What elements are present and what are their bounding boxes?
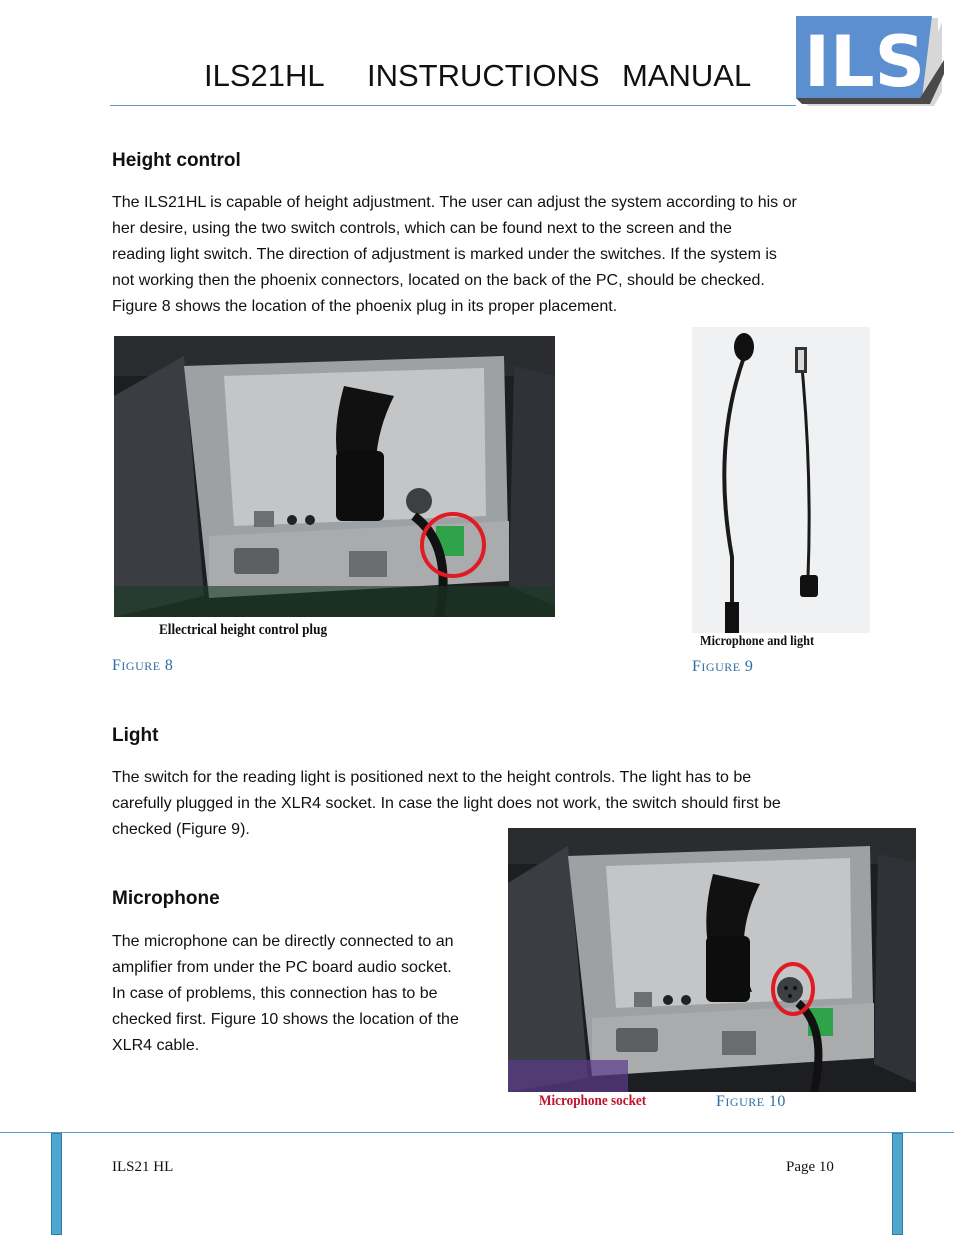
paragraph-line: The switch for the reading light is positioned next to the height controls. The light has to be [112,769,752,786]
footer-right-bar [892,1133,903,1235]
paragraph-line: In case of problems, this connection has to be [112,985,438,1002]
heading-light: Light [112,725,159,746]
paragraph-line: checked first. Figure 10 shows the location of the [112,1011,459,1028]
title-part-manual: MANUAL [622,58,752,93]
figure-10-photo [508,828,916,1092]
paragraph-line: Figure 8 shows the location of the phoenix plug in its proper placement. [112,298,618,315]
figure-10-caption: Microphone socket [539,1093,647,1109]
paragraph-line: her desire, using the two switch controls, which can be found next to the screen and the [112,220,732,237]
paragraph-line: XLR4 cable. [112,1037,200,1054]
footer-product-name: ILS21 HL [112,1159,174,1175]
footer-page-number: Page 10 [786,1159,834,1175]
figure-8-photo [114,336,555,617]
header-divider [110,105,796,106]
paragraph-line: The ILS21HL is capable of height adjustment. The user can adjust the system according to his or [112,194,797,211]
figure-8-caption: Ellectrical height control plug [159,622,328,638]
paragraph-line: The microphone can be directly connected to an [112,933,454,950]
figure-9-caption: Microphone and light [700,634,815,649]
figure-9-label: FIGURE 9 [692,658,754,675]
paragraph-line: amplifier from under the PC board audio socket. [112,959,452,976]
logo-wordmark: ILS [804,21,926,103]
figure-10-label: FIGURE 10 [716,1093,786,1110]
figure-9-photo [692,327,870,633]
paragraph-microphone [112,929,497,1059]
title-part-instructions: INSTRUCTIONS [367,58,600,93]
paragraph-line: reading light switch. The direction of adjustment is marked under the switches. If the system is [112,246,777,263]
paragraph-line: carefully plugged in the XLR4 socket. In case the light does not work, the switch should first be [112,795,781,812]
document-title [110,58,800,98]
paragraph-line: not working then the phoenix connectors, located on the back of the PC, should be checked. [112,272,765,289]
figure-8-label: FIGURE 8 [112,657,174,674]
footer-divider [0,1132,954,1133]
paragraph-line: checked (Figure 9). [112,821,250,838]
paragraph-height-control [112,190,852,320]
footer-left-bar [51,1133,62,1235]
heading-microphone: Microphone [112,888,220,909]
heading-height-control: Height control [112,150,241,171]
ils-logo [792,14,946,106]
title-part-product: ILS21HL [204,58,325,93]
